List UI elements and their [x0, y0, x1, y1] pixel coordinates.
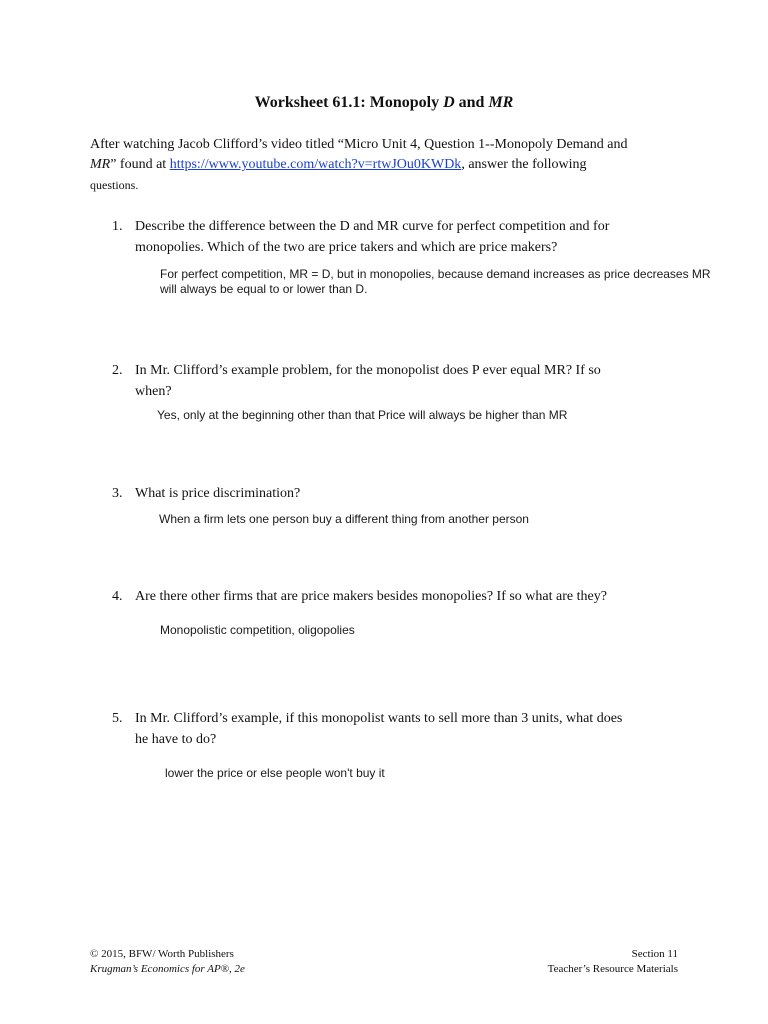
video-link[interactable]: https://www.youtube.com/watch?v=rtwJOu0KWDk	[169, 157, 462, 172]
answer-4	[160, 623, 355, 638]
question-number: 3.	[112, 486, 123, 501]
answer-text-line: lower the price or else people won't buy it	[165, 766, 385, 780]
intro-mr: MR	[90, 157, 111, 172]
question-text-line: What is price discrimination?	[135, 486, 301, 501]
question-3	[112, 483, 672, 504]
question-text-line: In Mr. Clifford’s example, if this monopolist wants to sell more than 3 units, what does	[135, 711, 623, 726]
question-text-line: monopolies. Which of the two are price takers and which are price makers?	[135, 240, 558, 255]
intro-line-2	[90, 155, 690, 175]
answer-2	[157, 408, 567, 423]
section-label: Section 11	[631, 948, 678, 960]
footer-left	[90, 947, 245, 977]
question-1	[112, 216, 672, 258]
question-number: 4.	[112, 589, 123, 604]
title-prefix: Worksheet 61.1: Monopoly	[254, 94, 444, 111]
question-number: 1.	[112, 219, 123, 234]
answer-5	[165, 766, 385, 781]
question-text-line: Are there other firms that are price makers besides monopolies? If so what are they?	[135, 589, 607, 604]
question-number: 2.	[112, 363, 123, 378]
question-number: 5.	[112, 711, 123, 726]
question-text-line: In Mr. Clifford’s example problem, for the monopolist does P ever equal MR? If so	[135, 363, 601, 378]
answer-text-line: Yes, only at the beginning other than that Price will always be higher than MR	[157, 408, 568, 422]
copyright-text: © 2015, BFW/ Worth Publishers	[90, 948, 234, 960]
question-text-line: he have to do?	[135, 732, 217, 747]
question-text-line: Describe the difference between the D and MR curve for perfect competition and for	[135, 219, 610, 234]
footer-right	[548, 947, 678, 977]
answer-text-line: For perfect competition, MR = D, but in monopolies, because demand increases as price decreases MR	[160, 267, 711, 281]
intro-found-at: ” found at	[110, 157, 170, 172]
intro-paragraph	[90, 135, 690, 195]
answer-1	[160, 267, 711, 297]
intro-line-3: questions.	[90, 178, 139, 192]
intro-answer-following: , answer the following	[461, 157, 587, 172]
resource-label: Teacher’s Resource Materials	[547, 963, 678, 975]
intro-line-1: After watching Jacob Clifford’s video titled “Micro Unit 4, Question 1--Monopoly Demand and	[90, 137, 628, 152]
worksheet-title	[0, 94, 768, 112]
title-mr: MR	[488, 94, 514, 111]
question-text-line: when?	[135, 384, 172, 399]
textbook-title: Krugman’s Economics for AP®, 2e	[90, 963, 245, 975]
question-5	[112, 708, 672, 750]
question-2	[112, 360, 672, 402]
title-middle: and	[454, 94, 489, 111]
answer-text-line: When a firm lets one person buy a different thing from another person	[159, 512, 529, 526]
answer-3	[159, 512, 529, 527]
question-4	[112, 586, 672, 607]
title-d: D	[443, 94, 455, 111]
answer-text-line: Monopolistic competition, oligopolies	[160, 623, 355, 637]
answer-text-line: will always be equal to or lower than D.	[160, 282, 368, 296]
